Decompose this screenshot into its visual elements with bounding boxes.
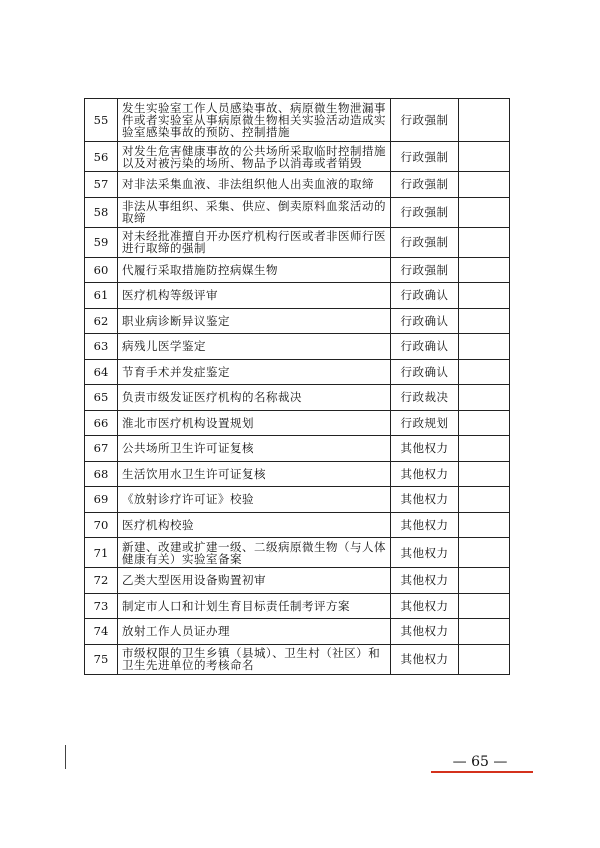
row-type: 其他权力 bbox=[391, 487, 459, 513]
row-empty-cell bbox=[459, 172, 510, 198]
row-item: 对非法采集血液、非法组织他人出卖血液的取缔 bbox=[118, 172, 391, 198]
row-item: 市级权限的卫生乡镇（县城）、卫生村（社区）和卫生先进单位的考核命名 bbox=[118, 644, 391, 674]
row-empty-cell bbox=[459, 410, 510, 436]
row-type: 行政强制 bbox=[391, 99, 459, 142]
row-item: 职业病诊断异议鉴定 bbox=[118, 308, 391, 334]
table-row bbox=[85, 334, 510, 360]
row-empty-cell bbox=[459, 538, 510, 568]
table-row bbox=[85, 385, 510, 411]
row-empty-cell bbox=[459, 283, 510, 309]
table-row bbox=[85, 197, 510, 227]
row-number: 71 bbox=[85, 538, 118, 568]
row-item: 非法从事组织、采集、供应、倒卖原料血浆活动的取缔 bbox=[118, 197, 391, 227]
row-empty-cell bbox=[459, 359, 510, 385]
row-item: 医疗机构等级评审 bbox=[118, 283, 391, 309]
row-type: 其他权力 bbox=[391, 644, 459, 674]
row-number: 70 bbox=[85, 512, 118, 538]
row-type: 其他权力 bbox=[391, 593, 459, 619]
row-type: 行政强制 bbox=[391, 227, 459, 257]
table-row bbox=[85, 619, 510, 645]
row-item: 节育手术并发症鉴定 bbox=[118, 359, 391, 385]
row-number: 65 bbox=[85, 385, 118, 411]
row-type: 行政确认 bbox=[391, 283, 459, 309]
row-item: 对未经批准擅自开办医疗机构行医或者非医师行医进行取缔的强制 bbox=[118, 227, 391, 257]
row-empty-cell bbox=[459, 461, 510, 487]
row-type: 行政确认 bbox=[391, 359, 459, 385]
row-empty-cell bbox=[459, 644, 510, 674]
table-row bbox=[85, 99, 510, 142]
row-item: 公共场所卫生许可证复核 bbox=[118, 436, 391, 462]
row-number: 60 bbox=[85, 257, 118, 283]
row-type: 其他权力 bbox=[391, 436, 459, 462]
row-number: 58 bbox=[85, 197, 118, 227]
row-number: 73 bbox=[85, 593, 118, 619]
row-type: 行政确认 bbox=[391, 308, 459, 334]
row-empty-cell bbox=[459, 99, 510, 142]
page-number-red-rule bbox=[431, 771, 533, 773]
table-row bbox=[85, 644, 510, 674]
row-empty-cell bbox=[459, 227, 510, 257]
row-number: 68 bbox=[85, 461, 118, 487]
row-item: 放射工作人员证办理 bbox=[118, 619, 391, 645]
row-number: 66 bbox=[85, 410, 118, 436]
row-empty-cell bbox=[459, 308, 510, 334]
row-item: 制定市人口和计划生育目标责任制考评方案 bbox=[118, 593, 391, 619]
row-number: 56 bbox=[85, 142, 118, 172]
row-number: 59 bbox=[85, 227, 118, 257]
table-row bbox=[85, 227, 510, 257]
binding-margin-line bbox=[65, 745, 66, 769]
row-number: 57 bbox=[85, 172, 118, 198]
row-number: 69 bbox=[85, 487, 118, 513]
row-item: 《放射诊疗许可证》校验 bbox=[118, 487, 391, 513]
row-empty-cell bbox=[459, 257, 510, 283]
table-row bbox=[85, 359, 510, 385]
row-type: 行政规划 bbox=[391, 410, 459, 436]
row-item: 对发生危害健康事故的公共场所采取临时控制措施以及对被污染的场所、物品予以消毒或者销毁 bbox=[118, 142, 391, 172]
row-type: 行政强制 bbox=[391, 257, 459, 283]
row-type: 其他权力 bbox=[391, 461, 459, 487]
row-number: 62 bbox=[85, 308, 118, 334]
row-type: 行政强制 bbox=[391, 197, 459, 227]
row-number: 74 bbox=[85, 619, 118, 645]
row-item: 淮北市医疗机构设置规划 bbox=[118, 410, 391, 436]
row-number: 63 bbox=[85, 334, 118, 360]
row-item: 代履行采取措施防控病媒生物 bbox=[118, 257, 391, 283]
row-empty-cell bbox=[459, 619, 510, 645]
page-dash-right: — bbox=[493, 754, 508, 770]
row-item: 病残儿医学鉴定 bbox=[118, 334, 391, 360]
page-number-footer bbox=[425, 754, 535, 774]
row-empty-cell bbox=[459, 334, 510, 360]
table-body bbox=[85, 99, 510, 675]
table-row bbox=[85, 308, 510, 334]
row-empty-cell bbox=[459, 512, 510, 538]
row-type: 行政确认 bbox=[391, 334, 459, 360]
row-item: 新建、改建或扩建一级、二级病原微生物（与人体健康有关）实验室备案 bbox=[118, 538, 391, 568]
row-empty-cell bbox=[459, 487, 510, 513]
row-type: 行政强制 bbox=[391, 172, 459, 198]
table-row bbox=[85, 172, 510, 198]
table-row bbox=[85, 487, 510, 513]
row-number: 67 bbox=[85, 436, 118, 462]
row-item: 发生实验室工作人员感染事故、病原微生物泄漏事件或者实验室从事病原微生物相关实验活动造成实验室感染事故的预防、控制措施 bbox=[118, 99, 391, 142]
table-row bbox=[85, 512, 510, 538]
table-row bbox=[85, 283, 510, 309]
table-row bbox=[85, 257, 510, 283]
row-empty-cell bbox=[459, 593, 510, 619]
row-empty-cell bbox=[459, 568, 510, 594]
row-empty-cell bbox=[459, 436, 510, 462]
row-item: 乙类大型医用设备购置初审 bbox=[118, 568, 391, 594]
row-type: 其他权力 bbox=[391, 538, 459, 568]
row-item: 生活饮用水卫生许可证复核 bbox=[118, 461, 391, 487]
row-type: 其他权力 bbox=[391, 619, 459, 645]
row-type: 其他权力 bbox=[391, 568, 459, 594]
page-dash-left: — bbox=[452, 754, 467, 770]
rights-table bbox=[84, 98, 510, 675]
table-row bbox=[85, 568, 510, 594]
table-row bbox=[85, 410, 510, 436]
table-row bbox=[85, 461, 510, 487]
row-type: 行政强制 bbox=[391, 142, 459, 172]
row-empty-cell bbox=[459, 385, 510, 411]
row-number: 64 bbox=[85, 359, 118, 385]
table-row bbox=[85, 593, 510, 619]
table-row bbox=[85, 142, 510, 172]
row-number: 72 bbox=[85, 568, 118, 594]
row-item: 医疗机构校验 bbox=[118, 512, 391, 538]
row-number: 61 bbox=[85, 283, 118, 309]
row-type: 行政裁决 bbox=[391, 385, 459, 411]
table-row bbox=[85, 538, 510, 568]
page-number: 65 bbox=[471, 754, 489, 770]
row-item: 负责市级发证医疗机构的名称裁决 bbox=[118, 385, 391, 411]
row-empty-cell bbox=[459, 197, 510, 227]
row-empty-cell bbox=[459, 142, 510, 172]
table-row bbox=[85, 436, 510, 462]
row-number: 55 bbox=[85, 99, 118, 142]
row-type: 其他权力 bbox=[391, 512, 459, 538]
row-number: 75 bbox=[85, 644, 118, 674]
